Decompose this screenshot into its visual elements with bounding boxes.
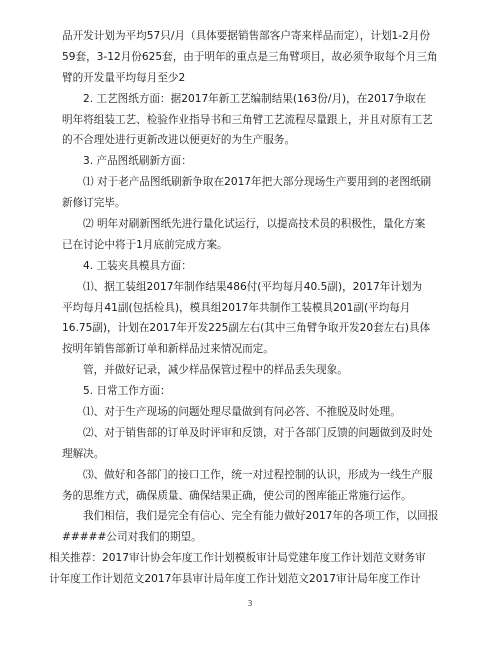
text-line: 平均每月41副(包括检具)，模具组2017年共制作工装模具201副(平均每月 [62, 301, 411, 314]
text-line: 管，并做好记录，减少样品保管过程中的样品丢失现象。 [83, 364, 348, 377]
text-line: ⑴、据工装组2017年制作结果486付(平均每月40.5副)，2017年计划为 [83, 280, 423, 293]
closing-statement: 我们相信，我们是完全有信心、完全有能力做好2017年的各项工作，以回报 [83, 510, 439, 523]
text-line: 理解决。 [62, 447, 105, 460]
text-line: 16.75副)，计划在2017年开发225副左右(其中三角臂争取开发20套左右)具体 [62, 322, 431, 335]
section-heading-tooling: 4. 工装夹具模具方面： [83, 259, 192, 272]
related-recommendations-cont: 计年度工作计划范文2017年县审计局年度工作计划范文2017审计局年度工作计 [49, 573, 421, 586]
text-line: 已在讨论中将于1月底前完成方案。 [62, 238, 228, 251]
text-line: 新修订完毕。 [62, 197, 126, 210]
text-line: ⑴、对于生产现场的问题处理尽量做到有问必答、不推脱及时处理。 [83, 406, 401, 419]
text-line: 的不合理处进行更新改进以便更好的为生产服务。 [62, 134, 296, 147]
text-line: ⑵ 明年对刷新图纸先进行量化试运行，以提高技术员的积极性，量化方案 [83, 218, 426, 231]
document-page [49, 26, 448, 590]
text-line: 务的思维方式，确保质量、确保结果正确，使公司的图库能正常施行运作。 [62, 489, 412, 502]
text-line: 品开发计划为平均57只/月（具体要据销售部客户寄来样品而定），计划1-2月份 [62, 30, 431, 42]
text-line: 按明年销售部新订单和新样品过来情况而定。 [62, 343, 274, 356]
section-heading-daily-work: 5. 日常工作方面： [83, 385, 171, 398]
section-heading-drawing-refresh: 3. 产品图纸刷新方面： [83, 155, 192, 168]
text-line: 臂的开发量平均每月至少2 [62, 71, 186, 84]
text-line: 明年将组装工艺、检验作业指导书和三角臂工艺流程尽量跟上，并且对原有工艺 [62, 113, 433, 126]
text-line: #####公司对我们的期望。 [62, 531, 202, 544]
text-line: 59套，3-12月份625套，由于明年的重点是三角臂项目，故必须争取每个月三角 [62, 50, 438, 63]
section-heading-process-drawings: 2. 工艺图纸方面：据2017年新工艺编制结果(163份/月)，在2017争取在 [83, 92, 427, 105]
text-line: ⑴ 对于老产品图纸刷新争取在2017年把大部分现场生产要用到的老图纸刷 [83, 176, 432, 189]
text-line: ⑵、对于销售部的订单及时评审和反馈，对于各部门反馈的问题做到及时处 [83, 426, 433, 439]
text-line: ⑶、做好和各部门的接口工作，统一对过程控制的认识，形成为一线生产服 [83, 468, 433, 481]
related-recommendations: 相关推荐：2017审计协会年度工作计划模板审计局党建年度工作计划范文财务审 [49, 552, 426, 565]
page-number: 3 [247, 599, 253, 608]
